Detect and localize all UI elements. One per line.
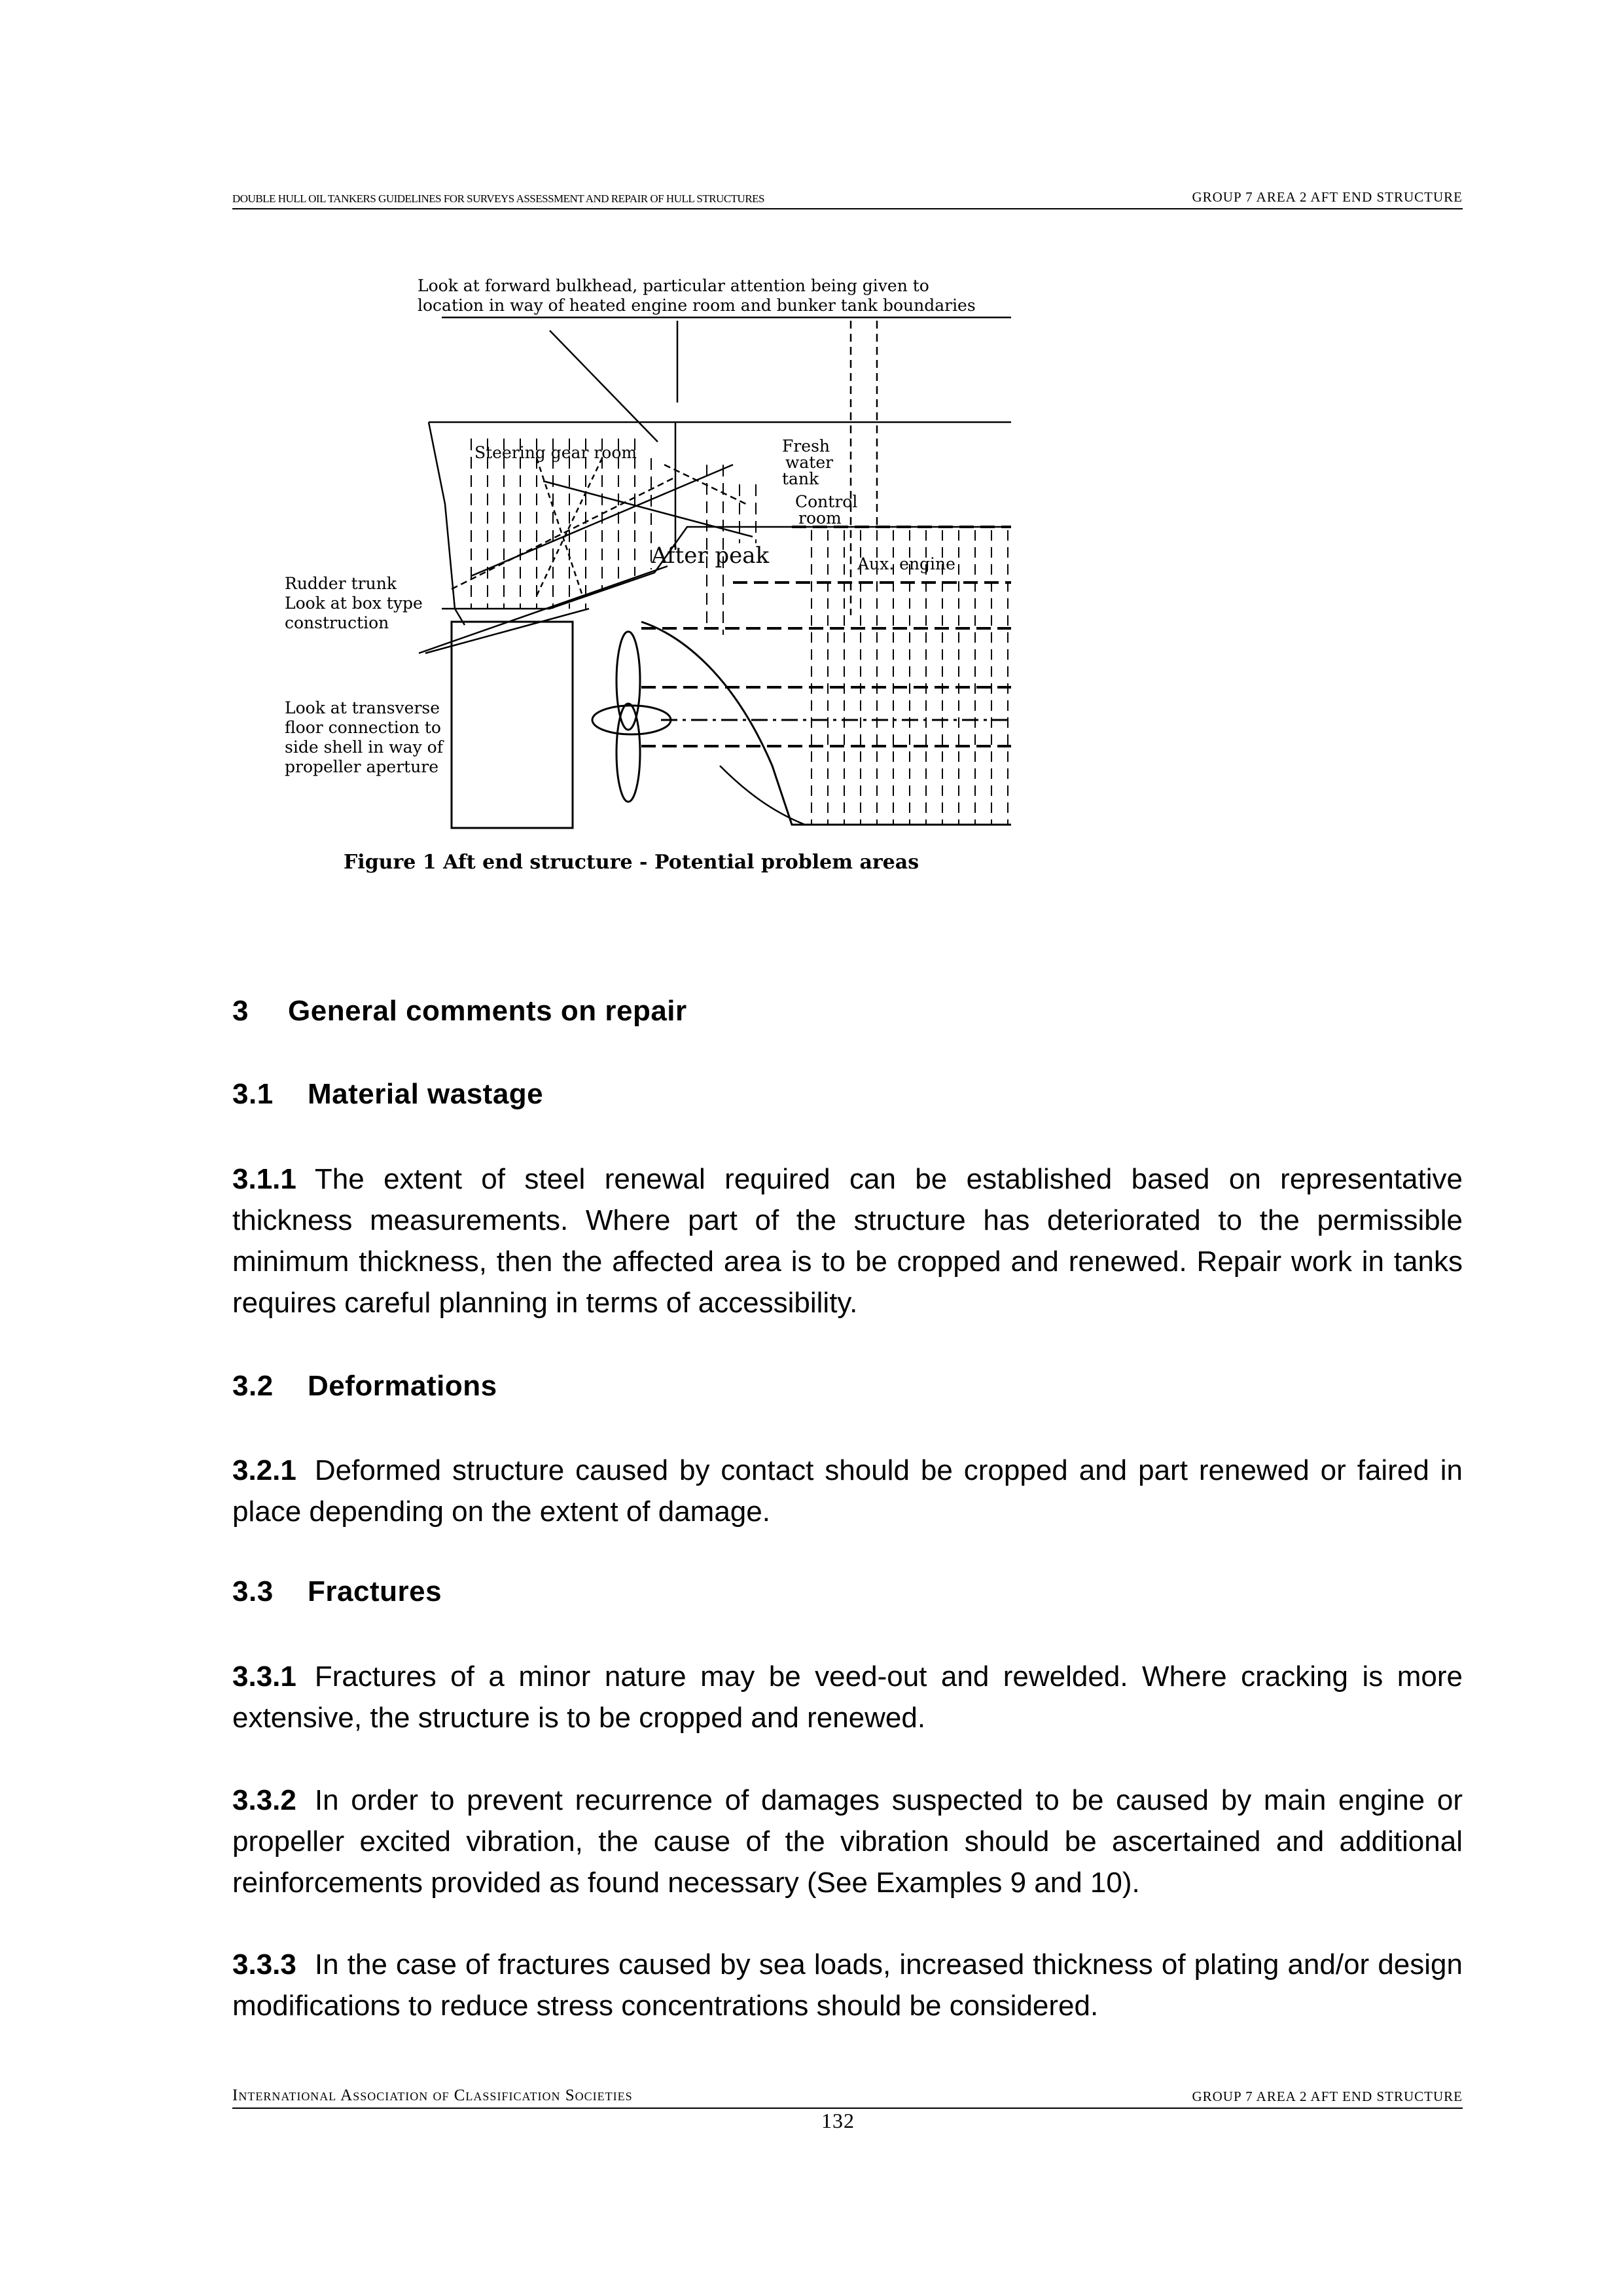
leader-line: [425, 609, 589, 653]
propeller-hub: [592, 706, 671, 734]
paragraph-text: Deformed structure caused by contact should be cropped and part renewed or faired in place depending on the extent of damage.: [232, 1454, 1463, 1528]
paragraph-3-3-1: [232, 1656, 1463, 1738]
hull-bottom: [641, 622, 1011, 825]
label-construction: construction: [285, 613, 389, 632]
paragraph-text: Fractures of a minor nature may be veed-out and rewelded. Where cracking is more extensive, the structure is to be cropped and renewed.: [232, 1660, 1463, 1734]
subsection-title: Material wastage: [308, 1078, 544, 1110]
subsection-title: Fractures: [308, 1575, 442, 1607]
paragraph-text: In the case of fractures caused by sea loads, increased thickness of plating and/or design modifications to reduce stress concentrations should be considered.: [232, 1948, 1463, 2022]
label-control: Control: [795, 492, 858, 511]
page-header: [232, 187, 1463, 209]
section-title: General comments on repair: [288, 995, 687, 1027]
rudder: [452, 622, 573, 828]
label-rudder-trunk: Rudder trunk: [285, 574, 397, 593]
subsection-heading-3-3: [232, 1575, 442, 1608]
label-forward-bulkhead-line1: Look at forward bulkhead, particular attention being given to: [418, 276, 929, 295]
subsection-number: 3.3: [232, 1575, 274, 1607]
label-room: room: [798, 509, 842, 528]
label-forward-bulkhead-line2: location in way of heated engine room and bunker tank boundaries: [418, 296, 976, 315]
paragraph-number: 3.3.2: [232, 1784, 296, 1816]
paragraph-number: 3.3.3: [232, 1948, 296, 1981]
header-section-title: GROUP 7 AREA 2 AFT END STRUCTURE: [1192, 189, 1463, 205]
aft-end-structure-figure: [275, 268, 1027, 844]
subsection-number: 3.2: [232, 1370, 274, 1402]
label-transverse-floor-line3: side shell in way of: [285, 738, 443, 757]
paragraph-3-3-2: [232, 1780, 1463, 1903]
skeg-line: [720, 766, 805, 825]
label-transverse-floor-line1: Look at transverse: [285, 698, 440, 717]
label-tank: tank: [782, 469, 819, 488]
paragraph-3-3-3: [232, 1944, 1463, 2026]
paragraph-number: 3.2.1: [232, 1454, 296, 1486]
footer-section-title: GROUP 7 AREA 2 AFT END STRUCTURE: [1192, 2089, 1463, 2104]
section-number: 3: [232, 995, 249, 1027]
paragraph-text: The extent of steel renewal required can be established based on representative thickness measurements. Where part of the structure has deteriorated to the permissible minimum thickness, then the affected area is to be cropped and renewed. Repair work in tanks requires careful planning in terms of accessibility.: [232, 1163, 1463, 1319]
label-fresh: Fresh: [782, 437, 830, 456]
propeller-blade: [616, 704, 640, 802]
subsection-heading-3-2: [232, 1370, 497, 1403]
label-transverse-floor-line2: floor connection to: [285, 718, 441, 737]
page-footer: [232, 2087, 1463, 2109]
label-transverse-floor-line4: propeller aperture: [285, 757, 439, 776]
figure-caption: Figure 1 Aft end structure - Potential problem areas: [344, 851, 919, 874]
leader-line: [664, 465, 746, 504]
transom-outline: [429, 422, 465, 625]
section-heading: [232, 995, 687, 1028]
page-number: 132: [821, 2109, 855, 2132]
label-water: water: [785, 453, 834, 472]
paragraph-3-2-1: [232, 1450, 1463, 1532]
label-after-peak: After peak: [651, 543, 770, 569]
label-aux-engine: Aux. engine: [857, 554, 955, 573]
footer-organization: International Association of Classification Societies: [232, 2087, 633, 2104]
label-box-type: Look at box type: [285, 594, 423, 613]
aft-end-structure-diagram: [275, 268, 1027, 844]
subsection-title: Deformations: [308, 1370, 497, 1402]
header-document-title: DOUBLE HULL OIL TANKERS GUIDELINES FOR SURVEYS ASSESSMENT AND REPAIR OF HULL STRUCTURES: [232, 192, 764, 205]
paragraph-number: 3.1.1: [232, 1163, 296, 1195]
leader-line: [452, 478, 674, 589]
engine-room-frames: [812, 530, 1008, 825]
callout-leader-line: [550, 331, 658, 442]
subsection-heading-3-1: [232, 1078, 543, 1111]
label-steering-gear-room: Steering gear room: [474, 443, 637, 462]
subsection-number: 3.1: [232, 1078, 274, 1110]
steering-room-frames: [471, 439, 756, 635]
paragraph-text: In order to prevent recurrence of damages suspected to be caused by main engine or propeller excited vibration, the cause of the vibration should be ascertained and additional reinforcements provided as found necessary (See Examples 9 and 10).: [232, 1784, 1463, 1899]
paragraph-3-1-1: [232, 1158, 1463, 1323]
paragraph-number: 3.3.1: [232, 1660, 296, 1693]
